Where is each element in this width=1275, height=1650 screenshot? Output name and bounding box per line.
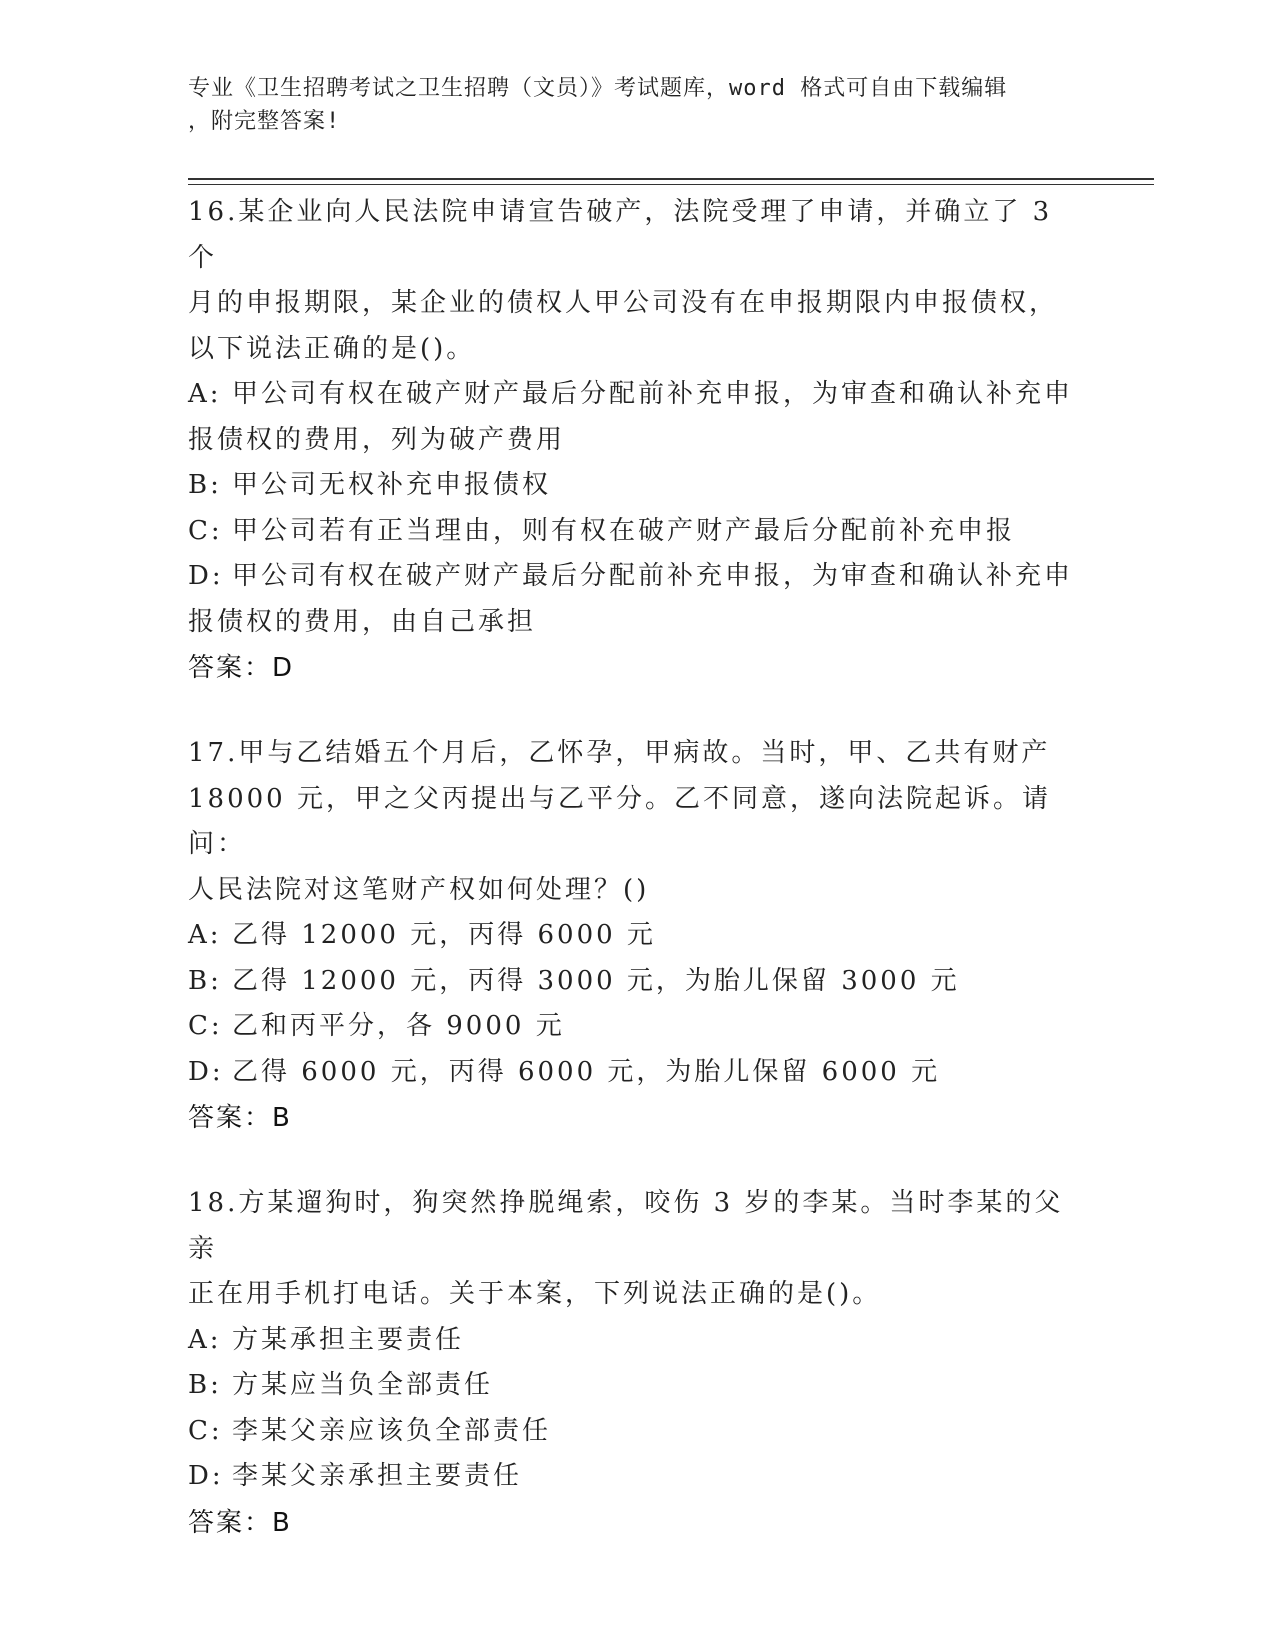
question-stem-line: 人民法院对这笔财产权如何处理？(): [188, 874, 650, 905]
option-text: 方某应当负全部责任: [232, 1370, 494, 1400]
option-key: A:: [188, 379, 222, 409]
option-line: [188, 1050, 1088, 1096]
option-text: 甲公司若有正当理由，则有权在破产财产最后分配前补充申报: [232, 515, 1016, 546]
option-text: 李某父亲应该负全部责任: [232, 1415, 552, 1446]
option-text: 报债权的费用，列为破产费用: [188, 424, 566, 455]
question-list: [188, 190, 1088, 1586]
option-key: B:: [188, 1370, 222, 1400]
option-line: [188, 509, 1088, 555]
option-key: D:: [188, 561, 224, 591]
option-key: A:: [188, 920, 222, 950]
option-line: [188, 418, 1088, 464]
option-line: [188, 554, 1088, 600]
option-line: [188, 1454, 1088, 1500]
question-block: [188, 190, 1088, 691]
question-block: [188, 1181, 1088, 1546]
header-divider-thin: [188, 184, 1154, 185]
option-key: B:: [188, 965, 222, 996]
option-line: [188, 372, 1088, 418]
option-key: C:: [188, 1415, 223, 1446]
option-line: [188, 959, 1088, 1005]
option-text: 甲公司无权补充申报债权: [232, 470, 552, 500]
option-key: D:: [188, 1461, 224, 1491]
option-key: C:: [188, 515, 223, 546]
option-text: 乙得 6000 元，丙得 6000 元，为胎儿保留 6000 元: [232, 1056, 941, 1087]
option-line: [188, 1318, 1088, 1364]
option-text: 乙和丙平分，各 9000 元: [232, 1011, 565, 1041]
option-line: [188, 600, 1088, 646]
option-text: 乙得 12000 元，丙得 6000 元: [232, 920, 656, 950]
option-line: [188, 1363, 1088, 1409]
header-line-2: ，附完整答案!: [188, 109, 341, 134]
question-stem-line: 正在用手机打电话。关于本案，下列说法正确的是()。: [188, 1279, 882, 1309]
header-line-1: 专业《卫生招聘考试之卫生招聘（文员）》考试题库，word 格式可自由下载编辑: [188, 76, 1008, 101]
option-key: D:: [188, 1056, 224, 1087]
option-text: 乙得 12000 元，丙得 3000 元，为胎儿保留 3000 元: [232, 965, 960, 996]
answer-line: 答案：B: [188, 1103, 292, 1133]
header-divider-thick: [188, 178, 1154, 180]
question-stem-line: 18000 元，甲之父丙提出与乙平分。乙不同意，遂向法院起诉。请问：: [188, 783, 1051, 859]
answer-line: 答案：D: [188, 653, 295, 683]
option-line: [188, 1409, 1088, 1455]
question-stem-line: 以下说法正确的是()。: [188, 333, 476, 364]
question-stem-line: 17.甲与乙结婚五个月后，乙怀孕，甲病故。当时，甲、乙共有财产: [188, 738, 1051, 768]
option-text: 甲公司有权在破产财产最后分配前补充申报，为审查和确认补充申: [232, 379, 1074, 409]
option-key: C:: [188, 1011, 223, 1041]
option-text: 甲公司有权在破产财产最后分配前补充申报，为审查和确认补充申: [232, 561, 1074, 591]
document-header: [188, 72, 1068, 138]
question-block: [188, 731, 1088, 1141]
option-line: [188, 913, 1088, 959]
option-key: B:: [188, 470, 222, 500]
option-text: 李某父亲承担主要责任: [232, 1461, 523, 1491]
option-line: [188, 463, 1088, 509]
option-text: 方某承担主要责任: [232, 1324, 465, 1355]
option-text: 报债权的费用，由自己承担: [188, 606, 537, 637]
option-line: [188, 1004, 1088, 1050]
option-key: A:: [188, 1324, 222, 1355]
question-stem-line: 16.某企业向人民法院申请宣告破产，法院受理了申请，并确立了 3 个: [188, 197, 1053, 273]
question-stem-line: 18.方某遛狗时，狗突然挣脱绳索，咬伤 3 岁的李某。当时李某的父亲: [188, 1188, 1064, 1264]
question-stem-line: 月的申报期限，某企业的债权人甲公司没有在申报期限内申报债权，: [188, 288, 1059, 318]
answer-line: 答案：B: [188, 1507, 292, 1538]
